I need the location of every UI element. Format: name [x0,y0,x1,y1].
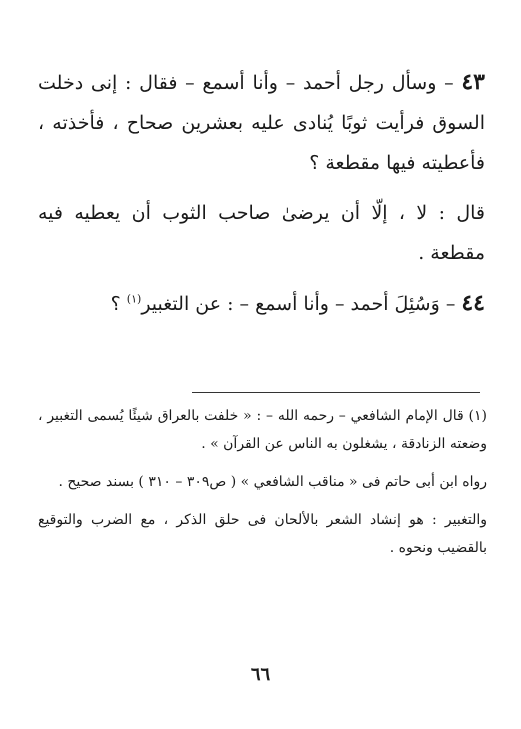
footnotes [38,402,487,572]
page-number: ٦٦ [250,664,271,685]
footnote-source: رواه ابن أبى حاتم فى « مناقب الشافعي » ( ص٣٠٩ – ٣١٠ ) بسند صحيح . [58,474,487,490]
footnote-1: (١) قال الإمام الشافعي – رحمه الله – : « خلفت بالعراق شيئًا يُسمى التغبير ، وضعته الزنادقة ، يشغلون به الناس عن القرآن » . [38,408,487,452]
question-44-number: ٤٤ [461,290,485,316]
question-43-number: ٤٣ [461,69,485,95]
footnote-reference: (١) [126,292,142,306]
footnote-definition: والتغبير : هو إنشاد الشعر بالألحان فى حلق الذكر ، مع الضرب والتوقيع بالقضيب ونحوه . [38,512,487,556]
answer-43 [38,193,485,273]
question-43 [38,62,485,183]
question-43-text: – وسأل رجل أحمد – وأنا أسمع – فقال : إنى دخلت السوق فرأيت ثوبًا يُنادى عليه بعشرين صحاح ، فأخذته ، فأعطيته فيها مقطعة ؟ [38,72,485,174]
footnote-divider [192,392,480,393]
main-text [38,62,485,334]
answer-43-text: قال : لا ، إلّا أن يرضىٰ صاحب الثوب أن يعطيه فيه مقطعة . [38,202,485,264]
question-44-text: – وَسُئِلَ أحمد – وأنا أسمع – : عن التغبير [141,293,462,315]
question-44-end: ؟ [110,293,127,315]
question-44 [38,283,485,324]
